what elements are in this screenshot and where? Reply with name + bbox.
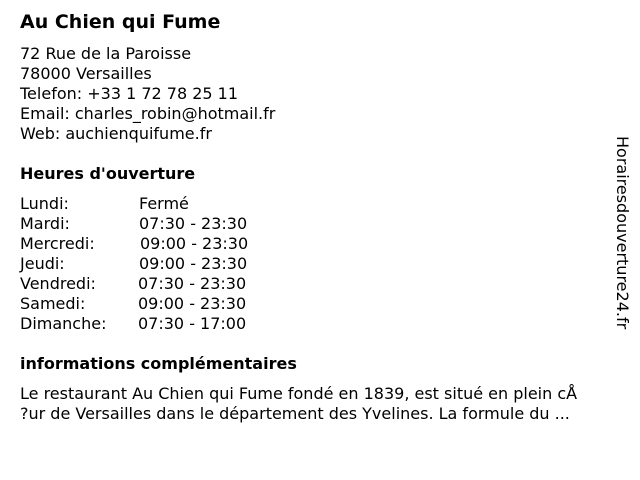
- business-name: Au Chien qui Fume: [20, 11, 221, 33]
- description-line-1: Le restaurant Au Chien qui Fume fondé en 1839, est situé en plein cÅ: [20, 384, 578, 403]
- hours-row-thursday: [20, 254, 320, 274]
- address-street: 72 Rue de la Paroisse: [20, 44, 192, 63]
- day-label: Mercredi:: [20, 234, 95, 253]
- hours-row-monday: [20, 194, 320, 214]
- address-city: 78000 Versailles: [20, 64, 152, 83]
- phone-line: Telefon: +33 1 72 78 25 11: [20, 84, 239, 103]
- day-hours: 07:30 - 23:30: [139, 214, 248, 233]
- day-hours: Fermé: [139, 194, 189, 213]
- hours-row-friday: [20, 274, 320, 294]
- day-hours: 07:30 - 23:30: [138, 274, 247, 293]
- day-hours: 07:30 - 17:00: [138, 314, 247, 333]
- day-hours: 09:00 - 23:30: [140, 234, 249, 253]
- day-label: Lundi:: [20, 194, 69, 213]
- email-line: Email: charles_robin@hotmail.fr: [20, 104, 276, 123]
- day-hours: 09:00 - 23:30: [139, 254, 248, 273]
- description-line-2: ?ur de Versailles dans le département des Yvelines. La formule du ...: [20, 404, 570, 423]
- hours-row-tuesday: [20, 214, 320, 234]
- hours-row-wednesday: [20, 234, 320, 254]
- site-watermark: Horairesdouverture24.fr: [613, 136, 632, 330]
- day-label: Vendredi:: [20, 274, 96, 293]
- hours-row-sunday: [20, 314, 320, 334]
- opening-hours-heading: Heures d'ouverture: [20, 164, 196, 183]
- website-line: Web: auchienquifume.fr: [20, 124, 212, 143]
- hours-row-saturday: [20, 294, 320, 314]
- day-label: Mardi:: [20, 214, 70, 233]
- day-label: Jeudi:: [20, 254, 65, 273]
- additional-info-heading: informations complémentaires: [20, 354, 297, 373]
- day-label: Dimanche:: [20, 314, 107, 333]
- day-label: Samedi:: [20, 294, 86, 313]
- day-hours: 09:00 - 23:30: [138, 294, 247, 313]
